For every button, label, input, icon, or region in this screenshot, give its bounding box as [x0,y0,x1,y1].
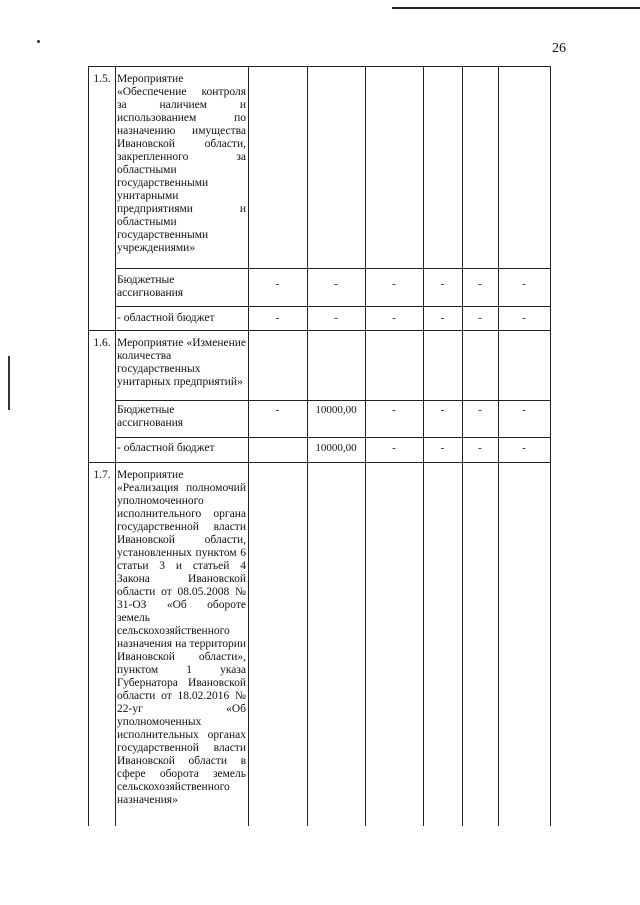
value-cell: - [522,278,526,290]
row-title: Мероприятие «Реализация полномочий уполномоченного исполнительного органа государственной власти Ивановской области, установленных пунктом 6 статьи 3 и статьей 4 Закона Ивановской области от 08.05.2008 № 31-ОЗ «Об обороте земель сельскохозяйственного назначения на территории Ивановской области», пунктом 1 указа Губернатора Ивановской области от 18.02.2016 № 22-уг «Об уполномоченных исполнительных органах государственной власти Ивановской области в сфере оборота земель сельскохозяйственного назначения» [117,469,246,806]
row-number: 1.5. [93,73,111,85]
sub-row-label: - областной бюджет [117,312,215,324]
value-cell: - [275,278,280,290]
value-cell: - [440,442,445,454]
sub-row-label: Бюджетные ассигнования [117,274,184,299]
sub-row-label: - областной бюджет [117,442,215,454]
scan-artifact-line [392,7,640,9]
value-cell: - [478,312,482,324]
value-cell: - [392,442,396,454]
value-cell: - [478,404,482,416]
value-cell: - [522,404,526,416]
value-cell: - [392,278,396,290]
value-cell: - [392,404,396,416]
value-cell: 10000,00 [315,442,357,454]
value-cell: - [440,278,445,290]
row-title: Мероприятие «Изменение количества государственных унитарных предприятий» [117,337,246,388]
value-cell: - [334,312,338,324]
value-cell: - [522,312,526,324]
value-cell: - [275,312,280,324]
value-cell: - [522,442,526,454]
row-title: Мероприятие «Обеспечение контроля за наличием и использованием по назначению имущества Ивановской области, закрепленного за областными государственными унитарными предприятиями и областными государственными учреждениями» [117,73,246,254]
value-cell: - [440,404,445,416]
scan-artifact-dot [37,40,40,43]
sub-row-label: Бюджетные ассигнования [117,404,184,429]
page-number: 26 [552,41,566,56]
value-cell: - [392,312,396,324]
row-number: 1.7. [93,469,111,481]
value-cell: - [440,312,445,324]
value-cell: - [478,442,482,454]
scan-artifact-mark [8,356,10,410]
value-cell: - [275,404,280,416]
row-number: 1.6. [93,337,111,349]
value-cell: - [334,278,338,290]
value-cell: 10000,00 [315,404,357,416]
value-cell: - [478,278,482,290]
